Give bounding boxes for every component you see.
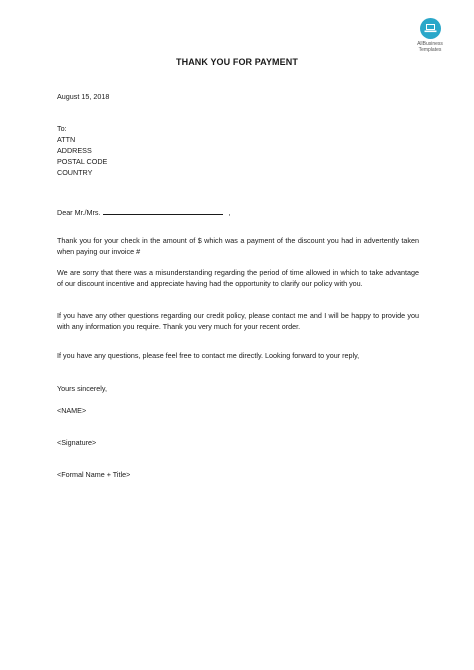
address-line: ATTN	[57, 135, 76, 144]
address-line: ADDRESS	[57, 146, 92, 155]
recipient-address	[57, 124, 107, 179]
logo-text: AllBusiness Templates	[417, 41, 443, 53]
laptop-icon	[420, 18, 441, 39]
name-placeholder: <NAME>	[57, 406, 87, 415]
signature-placeholder: <Signature>	[57, 438, 97, 447]
address-line: COUNTRY	[57, 168, 93, 177]
recipient-name-blank	[103, 207, 223, 215]
closing: Yours sincerely,	[57, 384, 107, 393]
document-title: THANK YOU FOR PAYMENT	[176, 57, 298, 67]
allbusiness-templates-logo	[410, 18, 450, 53]
body-paragraph: Thank you for your check in the amount of $ which was a payment of the discount you had in advertently taken when paying our invoice #	[57, 236, 419, 256]
body-paragraph: We are sorry that there was a misunderstanding regarding the period of time allowed in which to take advantage of our discount incentive and appreciate having had the opportunity to clarify our policy with you.	[57, 268, 419, 288]
letter-date: August 15, 2018	[57, 92, 110, 101]
salutation-suffix: ,	[228, 208, 231, 217]
to-label: To:	[57, 124, 67, 133]
body-paragraph: If you have any other questions regarding our credit policy, please contact me and I will be happy to provide you with any information you require. Thank you very much for your recent order.	[57, 311, 419, 331]
salutation	[57, 207, 231, 219]
formal-name-placeholder: <Formal Name + Title>	[57, 470, 131, 479]
salutation-prefix: Dear Mr./Mrs.	[57, 208, 101, 217]
address-line: POSTAL CODE	[57, 157, 108, 166]
body-paragraph: If you have any questions, please feel free to contact me directly. Looking forward to your reply,	[57, 351, 360, 360]
